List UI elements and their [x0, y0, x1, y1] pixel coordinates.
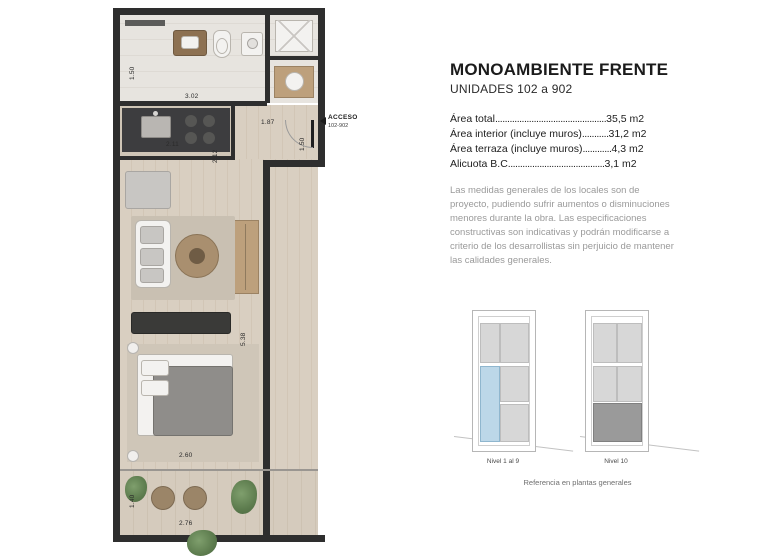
wall-top: [113, 8, 325, 15]
pillow-1: [141, 360, 169, 376]
page-subtitle: UNIDADES 102 a 902: [450, 82, 573, 96]
keyplan-caption: Nivel 10: [604, 458, 628, 465]
room-bathroom-floor: [120, 15, 267, 103]
keyplan-unit: [500, 366, 529, 402]
nightstand-1: [127, 342, 139, 354]
room-terrace-floor: [120, 471, 318, 535]
dimension-terrace-horizontal: 2.76: [179, 520, 193, 527]
keyplan-unit: [593, 323, 617, 363]
shower-drain-icon: [275, 20, 313, 52]
dimension-terrace-vertical: 1.40: [129, 494, 136, 508]
tv-unit: [131, 312, 231, 334]
service-basin: [285, 72, 304, 91]
sofa-cushion-3: [140, 268, 164, 283]
sofa-cushion-1: [140, 226, 164, 244]
keyplan-nivel-1-9: [472, 310, 536, 452]
keyplan-unit: [617, 323, 642, 363]
area-dots: ..............................................: [494, 113, 607, 125]
kitchen-sink: [141, 116, 171, 138]
terrace-chair: [183, 486, 207, 510]
stove-burner-2: [203, 115, 215, 127]
keyplan-nivel-10: [585, 310, 649, 452]
wall-bottom: [113, 535, 325, 542]
keyplan-reference-text: Referencia en plantas generales: [523, 478, 632, 487]
area-row: [450, 127, 690, 142]
dimension-main-horizontal: 2.60: [179, 452, 193, 459]
wall-kitchen-right: [231, 106, 235, 160]
wall-left: [113, 8, 120, 542]
acceso-text: ACCESO: [328, 114, 358, 121]
terrace-plant-3: [187, 530, 217, 556]
keyplan-unit: [593, 366, 617, 402]
wall-entry-right: [318, 105, 325, 167]
area-label: Alicuota B.C: [450, 158, 508, 170]
acceso-arrow-icon: [320, 117, 326, 125]
keyplan-highlight-unit: [480, 366, 500, 442]
coffee-table-decor: [189, 248, 205, 264]
toilet-seat-icon: [216, 38, 228, 54]
keyplan-unit: [500, 323, 529, 363]
wall-main-right: [263, 167, 270, 535]
pillow-2: [141, 380, 169, 396]
terrace-table: [151, 486, 175, 510]
area-value: 31,2 m2: [608, 128, 647, 140]
area-dots: ............: [582, 143, 612, 155]
area-label: Área total: [450, 113, 495, 125]
keyplan-unit-dark: [593, 403, 642, 442]
area-label: Área interior (incluye muros): [450, 128, 582, 140]
page-title: MONOAMBIENTE FRENTE: [450, 60, 669, 79]
dimension-kitchen-vertical: 2.12: [212, 149, 219, 163]
area-value: 35,5 m2: [606, 113, 645, 125]
kitchen-faucet-icon: [153, 111, 158, 116]
info-panel: [440, 0, 765, 556]
fridge: [125, 171, 171, 209]
dimension-hall-vertical: 1.50: [299, 137, 306, 151]
dimension-bathroom-vertical: 1.50: [129, 66, 136, 80]
keyplan-unit: [617, 366, 642, 402]
dimension-bathroom-horizontal: 3.02: [185, 93, 199, 100]
bathroom-wall-shelf: [125, 20, 165, 26]
bathroom-sink: [181, 36, 199, 49]
keyplan-section: [450, 300, 760, 500]
wardrobe-line-icon: [245, 224, 246, 290]
sofa-cushion-2: [140, 248, 164, 266]
stove-burner-1: [185, 115, 197, 127]
area-row: [450, 157, 690, 172]
wall-service-divider: [270, 56, 318, 60]
area-row: [450, 142, 690, 157]
stove-burner-4: [203, 132, 215, 144]
keyplan-unit: [480, 323, 500, 363]
wall-entry-bottom: [263, 160, 325, 167]
wall-right-upper: [318, 8, 325, 105]
keyplan-unit: [500, 404, 529, 442]
stove-burner-3: [185, 132, 197, 144]
terrace-divider: [120, 469, 318, 471]
wall-bathroom-bottom: [120, 101, 267, 106]
area-value: 3,1 m2: [604, 158, 637, 170]
area-label: Área terraza (incluye muros): [450, 143, 583, 155]
disclaimer-note: Las medidas generales de los locales son de proyecto, pudiendo sufrir aumentos o disminuciones menores durante la obra. Las especificaciones constructivas son indicativas y podrán modificarse a criterio de los desarrollistas sin perjuicio de mantener las calidades generales.: [450, 185, 674, 266]
wardrobe: [233, 220, 259, 294]
nightstand-2: [127, 450, 139, 462]
dimension-hall-horizontal: 1.87: [261, 119, 275, 126]
apartment-shell: [113, 8, 325, 542]
area-row: [450, 112, 690, 127]
area-list: [450, 112, 690, 172]
washer-door-icon: [247, 38, 258, 49]
dimension-kitchen-horizontal: 2.11: [166, 141, 179, 148]
acceso-units-text: 102-902: [328, 123, 349, 129]
dimension-main-vertical: 5.38: [240, 332, 247, 346]
keyplan-caption: Nivel 1 al 9: [486, 458, 520, 465]
area-value: 4,3 m2: [611, 143, 644, 155]
bed-duvet: [153, 366, 233, 436]
acceso-label: [328, 114, 358, 130]
area-dots: ...........: [581, 128, 609, 140]
area-dots: ........................................: [507, 158, 605, 170]
